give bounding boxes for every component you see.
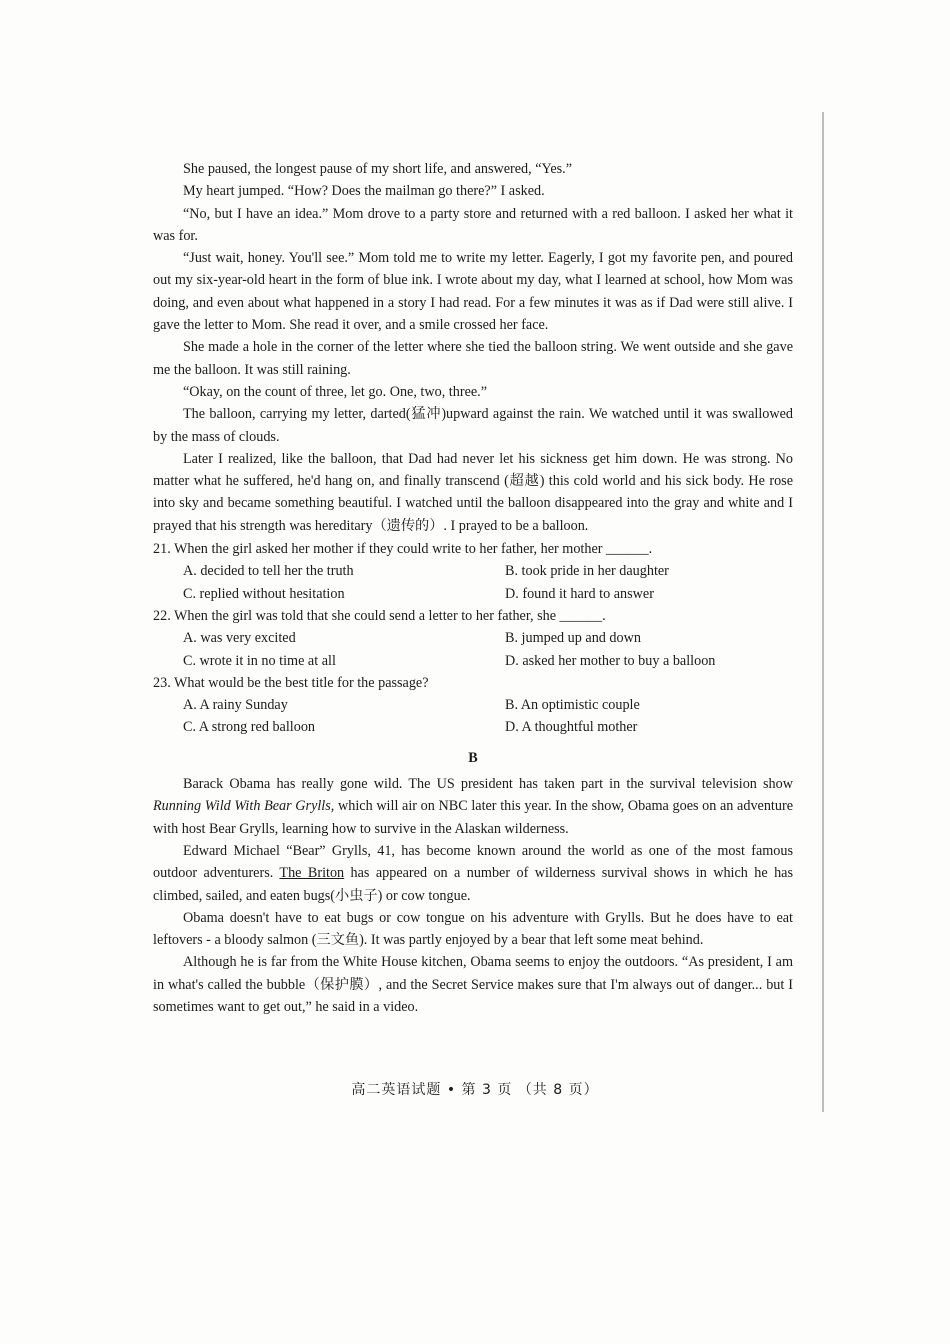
underlined-phrase: The Briton [279, 865, 345, 882]
question-stem: 23. What would be the best title for the passage? [153, 674, 429, 691]
show-title: Running Wild With Bear Grylls, [153, 798, 335, 815]
answer-option[interactable]: D. asked her mother to buy a balloon [505, 652, 716, 669]
option-group [153, 694, 793, 739]
page-content [153, 158, 793, 1018]
passage-a-paragraph: Later I realized, like the balloon, that Dad had never let his sickness get him down. He was strong. No matter what he suffered, he'd hang on, and finally transcend (超越) this cold world and his sick body. He rose into sky and became something beautiful. I watched until the balloon disappeared into the gray and white and I prayed that his strength was hereditary（遗传的）. I prayed to be a balloon. [153, 450, 793, 534]
page-footer: 高二英语试题 • 第 3 页 （共 8 页） [351, 1082, 599, 1098]
answer-option[interactable]: C. wrote it in no time at all [183, 652, 336, 669]
answer-option[interactable]: B. An optimistic couple [505, 697, 640, 714]
passage-a-paragraph: The balloon, carrying my letter, darted(猛冲)upward against the rain. We watched until it was swallowed by the mass of clouds. [153, 406, 793, 445]
answer-option[interactable]: C. A strong red balloon [183, 719, 316, 736]
passage-b-paragraph [153, 840, 793, 907]
passage-b-paragraph: Although he is far from the White House kitchen, Obama seems to enjoy the outdoors. “As president, I am in what's called the bubble（保护膜）, and the Secret Service makes sure that I'm always out of danger... but I sometimes want to get out,” he said in a video. [153, 954, 793, 1015]
answer-option[interactable]: D. found it hard to answer [505, 585, 654, 602]
passage-a-paragraph: “Okay, on the count of three, let go. One, two, three.” [183, 383, 488, 400]
question-stem: 22. When the girl was told that she could send a letter to her father, she ______. [153, 607, 606, 624]
question-block [153, 538, 793, 739]
passage-b-paragraph [153, 773, 793, 840]
passage-a-paragraph: My heart jumped. “How? Does the mailman go there?” I asked. [183, 183, 545, 200]
passage-a-paragraph: “Just wait, honey. You'll see.” Mom told me to write my letter. Eagerly, I got my favorite pen, and poured out my six-year-old heart in the form of blue ink. I wrote about my day, what I learned at school, how Mom was doing, and even about what happened in a story I had read. For a few minutes it was as if Dad were still alive. I gave the letter to Mom. She read it over, and a smile crossed her face. [153, 250, 793, 334]
page-fold-line [822, 112, 824, 1112]
passage-a-paragraph: She made a hole in the corner of the letter where she tied the balloon string. We went outside and she gave me the balloon. It was still raining. [153, 339, 793, 378]
option-group [153, 627, 793, 672]
answer-option[interactable]: D. A thoughtful mother [505, 719, 638, 736]
answer-option[interactable]: C. replied without hesitation [183, 585, 345, 602]
text-run: Barack Obama has really gone wild. The US president has taken part in the survival television show [183, 776, 793, 793]
question-stem: 21. When the girl asked her mother if they could write to her father, her mother ______. [153, 541, 653, 558]
text-run: which will air on NBC later this year. In the show, Obama goes on an adventure with host Bear Grylls, learning how to survive in the Alaskan wilderness. [153, 798, 793, 837]
answer-option[interactable]: A. decided to tell her the truth [183, 563, 354, 580]
option-group [153, 560, 793, 605]
text-run: has appeared on a number of wilderness survival shows in which he has climbed, sailed, and eaten bugs(小虫子) or cow tongue. [153, 865, 793, 904]
answer-option[interactable]: A. A rainy Sunday [183, 697, 288, 714]
answer-option[interactable]: B. took pride in her daughter [505, 563, 669, 580]
section-heading: B [468, 749, 478, 766]
text-run: Edward Michael “Bear” Grylls, 41, has become known around the world as one of the most famous outdoor adventurers. [153, 842, 793, 882]
passage-a-paragraph: She paused, the longest pause of my short life, and answered, “Yes.” [183, 161, 573, 177]
passage-a-paragraph: “No, but I have an idea.” Mom drove to a party store and returned with a red balloon. I asked her what it was for. [153, 205, 793, 244]
passage-b-paragraph: Obama doesn't have to eat bugs or cow tongue on his adventure with Grylls. But he does have to eat leftovers - a bloody salmon (三文鱼). It was partly enjoyed by a bear that left some meat behind. [153, 909, 793, 949]
answer-option[interactable]: A. was very excited [183, 630, 296, 647]
answer-option[interactable]: B. jumped up and down [505, 630, 641, 647]
